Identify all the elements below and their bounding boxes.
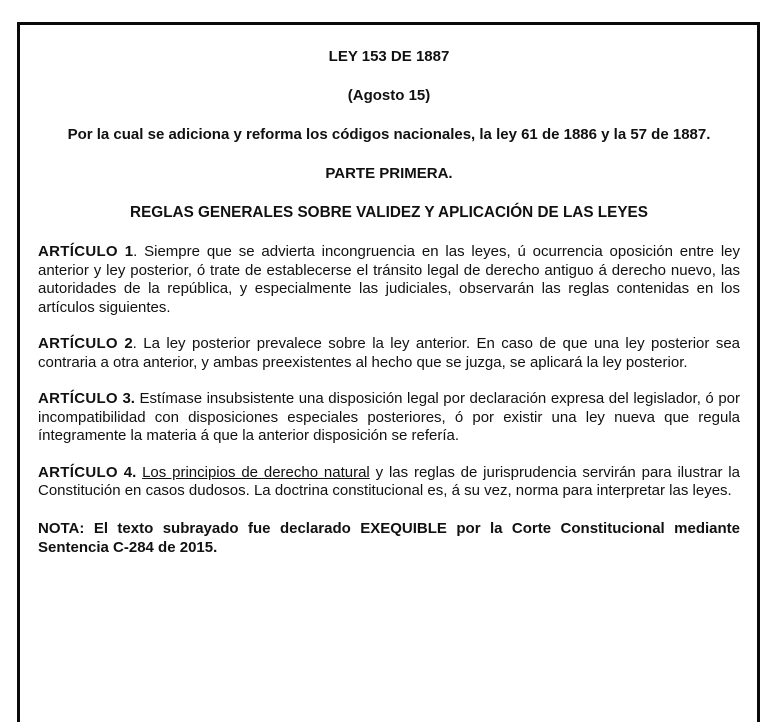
section-title: REGLAS GENERALES SOBRE VALIDEZ Y APLICACIÓN DE LAS LEYES [130,204,648,221]
note-prefix: NOTA: El texto subrayado fue declarado [38,519,361,537]
article-text: Estímase insubsistente una disposición legal por declaración expresa del legislador, ó por incompatibilidad con disposiciones especiales posteriores, ó por existir una ley nueva que regula íntegramente la materia á que la anterior disposición se refería. [38,390,740,444]
article-number: 4. [123,463,137,481]
article-label: ARTÍCULO [38,335,118,352]
article-number: 2 [124,335,133,352]
article-text: La ley posterior prevalece sobre la ley anterior. En caso de que una ley posterior sea contraria a otra anterior, y ambas preexistentes al hecho que se juzga, se aplicará la ley posterior. [38,335,741,371]
article-text: Siempre que se advierta incongruencia en las leyes, ú ocurrencia oposición entre ley anterior y ley posterior, ó trate de establecerse el tránsito legal de derecho antiguo á derecho nuevo, las autoridades de la república, y especialmente las judiciales, observarán las reglas contenidas en los artículos siguientes. [38,243,740,316]
article-label: ARTÍCULO [38,390,118,407]
law-document-frame [17,22,760,722]
article-3 [38,390,740,446]
article-4 [38,464,740,501]
article-label: ARTÍCULO [38,463,118,481]
article-2 [38,335,740,372]
article-label: ARTÍCULO [38,243,118,260]
article-1 [38,243,740,317]
note [38,519,740,557]
part-title: PARTE PRIMERA. [325,165,453,182]
underlined-text: Los principios de derecho natural [142,463,370,481]
law-description: Por la cual se adiciona y reforma los códigos nacionales, la ley 61 de 1886 y la 57 de 1887. [67,126,711,143]
law-title: LEY 153 DE 1887 [328,48,450,65]
article-text: y las reglas de jurisprudencia servirán para ilustrar la Constitución en casos dudosos. La doctrina constitucional es, á su vez, norma para interpretar las leyes. [38,463,740,499]
article-number-suffix: . [132,335,137,352]
note-suffix: por la Corte Constitucional mediante Sentencia C-284 de 2015. [38,519,740,556]
note-emphasis: EXEQUIBLE [360,519,447,537]
law-date: (Agosto 15) [347,87,431,104]
article-number-suffix: . [133,243,138,260]
article-number: 1 [124,243,134,260]
article-number: 3. [122,390,135,407]
